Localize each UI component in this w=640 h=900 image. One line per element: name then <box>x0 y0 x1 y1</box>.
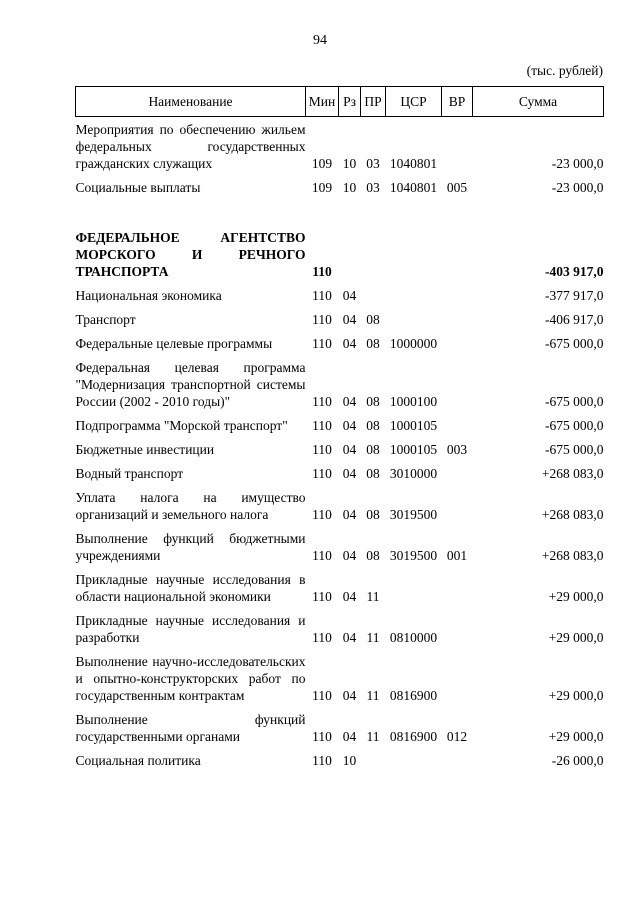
row-vr-cell <box>442 307 473 331</box>
table-row <box>76 748 604 772</box>
row-vr-cell <box>442 567 473 608</box>
row-min-cell: 110 <box>312 589 332 604</box>
row-rz-cell: 04 <box>342 548 357 563</box>
row-name-cell: Национальная экономика <box>75 288 222 303</box>
row-min-cell: 110 <box>312 264 332 279</box>
page-number: 94 <box>313 33 327 48</box>
row-csr-cell: 1000100 <box>389 394 438 409</box>
table-body <box>76 117 604 773</box>
row-csr-cell: 0816900 <box>389 688 438 703</box>
row-pr-cell: 08 <box>366 418 380 433</box>
row-sum-cell: -675 000,0 <box>545 394 604 409</box>
table-row <box>76 608 604 649</box>
row-csr-cell <box>386 199 442 283</box>
row-name-cell: Уплата налога на имущество организаций и земельного налога <box>75 490 306 522</box>
table-row <box>76 526 604 567</box>
row-sum-cell: -23 000,0 <box>551 156 604 171</box>
table-header-row <box>76 87 604 117</box>
header-rz: Рз <box>339 87 361 117</box>
row-pr-cell: 08 <box>366 312 380 327</box>
row-rz-cell: 04 <box>342 507 357 522</box>
row-sum-cell: +29 000,0 <box>548 688 604 703</box>
row-rz-cell: 04 <box>342 418 357 433</box>
row-name-cell: Прикладные научные исследования в области национальной экономики <box>75 572 306 604</box>
row-pr-cell: 11 <box>366 589 380 604</box>
row-sum-cell: +29 000,0 <box>548 729 604 744</box>
row-name-cell: Выполнение функций государственными органами <box>75 712 306 744</box>
row-min-cell: 110 <box>312 466 332 481</box>
row-sum-cell: -26 000,0 <box>551 753 604 768</box>
row-csr-cell: 1040801 <box>389 156 438 171</box>
row-csr-cell: 0816900 <box>389 729 438 744</box>
row-rz-cell: 04 <box>342 466 357 481</box>
row-name-cell: Транспорт <box>75 312 136 327</box>
row-vr-cell <box>442 748 473 772</box>
row-name-cell: Социальные выплаты <box>75 180 201 195</box>
table-row <box>76 649 604 707</box>
row-vr-cell: 012 <box>446 729 468 744</box>
row-name-cell: Федеральные целевые программы <box>75 336 273 351</box>
row-vr-cell <box>442 331 473 355</box>
row-vr-cell <box>442 461 473 485</box>
table-row <box>76 117 604 176</box>
table-row <box>76 413 604 437</box>
row-name-cell: ФЕДЕРАЛЬНОЕ АГЕНТСТВО МОРСКОГО И РЕЧНОГО ТРАНСПОРТА <box>75 230 306 279</box>
row-vr-cell <box>442 649 473 707</box>
row-pr-cell: 08 <box>366 548 380 563</box>
row-min-cell: 110 <box>312 630 332 645</box>
row-csr-cell: 1000105 <box>389 442 438 457</box>
table-row <box>76 461 604 485</box>
table-row <box>76 707 604 748</box>
row-vr-cell <box>442 413 473 437</box>
row-sum-cell: -23 000,0 <box>551 180 604 195</box>
row-min-cell: 110 <box>312 394 332 409</box>
row-vr-cell <box>442 608 473 649</box>
table-row <box>76 485 604 526</box>
row-rz-cell: 04 <box>342 688 357 703</box>
header-csr: ЦСР <box>386 87 442 117</box>
row-min-cell: 110 <box>312 336 332 351</box>
row-min-cell: 110 <box>312 418 332 433</box>
row-sum-cell: +268 083,0 <box>541 466 604 481</box>
table-row <box>76 437 604 461</box>
row-sum-cell: +268 083,0 <box>541 548 604 563</box>
row-vr-cell <box>442 485 473 526</box>
row-csr-cell: 1000000 <box>389 336 438 351</box>
row-min-cell: 110 <box>312 288 332 303</box>
table-row <box>76 175 604 199</box>
row-sum-cell: -377 917,0 <box>545 288 604 303</box>
row-min-cell: 110 <box>312 753 332 768</box>
row-rz-cell: 04 <box>342 312 357 327</box>
row-csr-cell: 3019500 <box>389 548 438 563</box>
row-min-cell: 109 <box>311 180 333 195</box>
row-name-cell: Федеральная целевая программа "Модернизация транспортной системы России (2002 - 2010 годы)" <box>75 360 306 409</box>
table-row <box>76 283 604 307</box>
header-vr: ВР <box>442 87 473 117</box>
row-rz-cell: 04 <box>342 394 357 409</box>
row-name-cell: Прикладные научные исследования и разработки <box>75 613 306 645</box>
row-min-cell: 110 <box>312 729 332 744</box>
header-name: Наименование <box>76 87 306 117</box>
row-vr-cell <box>442 355 473 413</box>
row-rz-cell: 10 <box>342 753 357 768</box>
row-rz-cell: 04 <box>342 442 357 457</box>
row-rz-cell: 04 <box>342 630 357 645</box>
row-name-cell: Подпрограмма "Морской транспорт" <box>75 418 288 433</box>
table-row <box>76 199 604 283</box>
table-row <box>76 567 604 608</box>
row-pr-cell: 03 <box>366 180 380 195</box>
row-csr-cell: 3019500 <box>389 507 438 522</box>
row-min-cell: 110 <box>312 548 332 563</box>
budget-table <box>75 86 604 772</box>
table-row <box>76 307 604 331</box>
row-min-cell: 110 <box>312 688 332 703</box>
row-csr-cell <box>386 283 442 307</box>
row-pr-cell: 03 <box>366 156 380 171</box>
table-header <box>76 87 604 117</box>
row-rz-cell: 04 <box>342 288 357 303</box>
row-vr-cell <box>442 283 473 307</box>
row-min-cell: 110 <box>312 442 332 457</box>
row-sum-cell: -675 000,0 <box>545 418 604 433</box>
row-pr-cell: 08 <box>366 442 380 457</box>
row-csr-cell <box>386 307 442 331</box>
row-vr-cell: 005 <box>446 180 468 195</box>
row-pr-cell: 08 <box>366 394 380 409</box>
row-pr-cell: 11 <box>366 630 380 645</box>
row-name-cell: Выполнение научно-исследовательских и опытно-конструкторских работ по государственным контрактам <box>75 654 306 703</box>
row-csr-cell: 1000105 <box>389 418 438 433</box>
units-note: (тыс. рублей) <box>526 63 603 78</box>
row-name-cell: Мероприятия по обеспечению жильем федеральных государственных гражданских служащих <box>75 122 306 171</box>
row-csr-cell: 1040801 <box>389 180 438 195</box>
row-name-cell: Бюджетные инвестиции <box>75 442 215 457</box>
row-rz-cell: 10 <box>342 180 357 195</box>
row-csr-cell <box>386 748 442 772</box>
row-sum-cell: -406 917,0 <box>545 312 604 327</box>
row-csr-cell: 0810000 <box>389 630 438 645</box>
row-vr-cell <box>442 199 473 283</box>
row-pr-cell: 08 <box>366 507 380 522</box>
row-name-cell: Выполнение функций бюджетными учреждениями <box>75 531 306 563</box>
row-min-cell: 109 <box>311 156 333 171</box>
row-sum-cell: -403 917,0 <box>545 264 604 279</box>
row-sum-cell: -675 000,0 <box>545 336 604 351</box>
row-csr-cell <box>386 567 442 608</box>
header-min: Мин <box>306 87 339 117</box>
row-name-cell: Социальная политика <box>75 753 201 768</box>
header-pr: ПР <box>361 87 386 117</box>
row-pr-cell <box>361 199 386 283</box>
row-pr-cell: 08 <box>366 466 380 481</box>
row-name-cell: Водный транспорт <box>75 466 184 481</box>
row-sum-cell: +29 000,0 <box>548 630 604 645</box>
table-row <box>76 355 604 413</box>
row-min-cell: 110 <box>312 312 332 327</box>
row-min-cell: 110 <box>312 507 332 522</box>
row-rz-cell: 04 <box>342 589 357 604</box>
row-vr-cell <box>442 117 473 176</box>
table-row <box>76 331 604 355</box>
row-vr-cell: 003 <box>446 442 468 457</box>
header-sum: Сумма <box>473 87 604 117</box>
row-csr-cell: 3010000 <box>389 466 438 481</box>
row-pr-cell <box>361 283 386 307</box>
row-rz-cell: 10 <box>342 156 357 171</box>
row-sum-cell: +268 083,0 <box>541 507 604 522</box>
row-vr-cell: 001 <box>446 548 468 563</box>
row-pr-cell: 11 <box>366 729 380 744</box>
row-pr-cell: 08 <box>366 336 380 351</box>
row-rz-cell: 04 <box>342 729 357 744</box>
row-rz-cell <box>339 199 361 283</box>
row-sum-cell: +29 000,0 <box>548 589 604 604</box>
row-pr-cell: 11 <box>366 688 380 703</box>
row-rz-cell: 04 <box>342 336 357 351</box>
row-sum-cell: -675 000,0 <box>545 442 604 457</box>
row-pr-cell <box>361 748 386 772</box>
